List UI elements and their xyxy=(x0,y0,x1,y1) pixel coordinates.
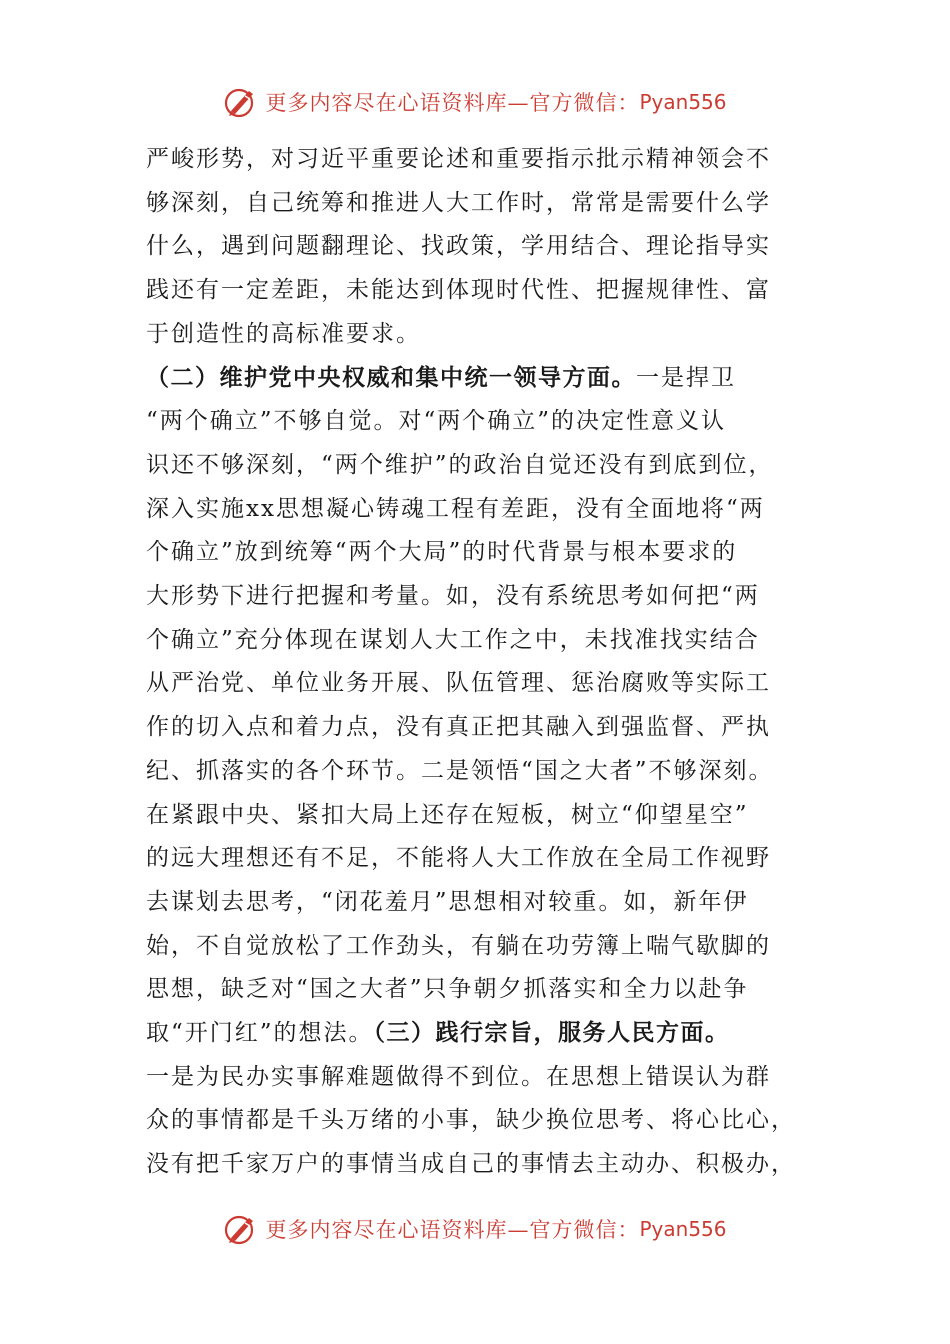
text-segment: 深入实施xx思想凝心铸魂工程有差距，没有全面地将“两 xyxy=(146,495,765,522)
text-line xyxy=(146,400,806,444)
text-line xyxy=(146,138,806,182)
banner-text: 更多内容尽在心语资料库—官方微信： xyxy=(265,1218,640,1242)
text-line xyxy=(146,706,806,750)
banner-text: 更多内容尽在心语资料库—官方微信： xyxy=(265,91,640,115)
text-line xyxy=(146,1012,806,1056)
text-line xyxy=(146,444,806,488)
text-line xyxy=(146,531,806,575)
text-segment: 个确立”放到统筹“两个大局”的时代背景与根本要求的 xyxy=(146,539,738,566)
footer-watermark-banner xyxy=(0,1209,950,1249)
document-body xyxy=(146,138,806,1187)
text-line xyxy=(146,225,806,269)
text-segment: 个确立”充分体现在谋划人大工作之中，未找准找实结合 xyxy=(146,626,760,653)
text-segment: 思想，缺乏对“国之大者”只争朝夕抓落实和全力以赴争 xyxy=(146,976,749,1003)
text-segment: 于创造性的高标准要求。 xyxy=(146,320,421,347)
pen-in-circle-icon xyxy=(223,1211,259,1247)
text-segment: 在紧跟中央、紧扣大局上还存在短板，树立“仰望星空” xyxy=(146,801,749,828)
text-line xyxy=(146,182,806,226)
text-line xyxy=(146,1099,806,1143)
text-line xyxy=(146,662,806,706)
text-segment: 践还有一定差距，未能达到体现时代性、把握规律性、富 xyxy=(146,277,771,304)
text-line xyxy=(146,575,806,619)
text-segment: 什么，遇到问题翻理论、找政策，学用结合、理论指导实 xyxy=(146,233,771,260)
text-segment: 的远大理想还有不足，不能将人大工作放在全局工作视野 xyxy=(146,845,771,872)
text-segment: 一是捍卫 xyxy=(636,364,736,391)
text-line xyxy=(146,794,806,838)
section-heading: （二）维护党中央权威和集中统一领导方面。 xyxy=(146,364,636,391)
text-line xyxy=(146,313,806,357)
text-segment: 始，不自觉放松了工作劲头，有躺在功劳簿上喘气歇脚的 xyxy=(146,932,771,959)
text-segment: 够深刻，自己统筹和推进人大工作时，常常是需要什么学 xyxy=(146,189,771,216)
text-segment: 大形势下进行把握和考量。如，没有系统思考如何把“两 xyxy=(146,583,760,610)
text-line xyxy=(146,881,806,925)
text-line xyxy=(146,968,806,1012)
text-line xyxy=(146,619,806,663)
text-line xyxy=(146,488,806,532)
text-line xyxy=(146,1056,806,1100)
text-segment: 取“开门红”的想法。 xyxy=(146,1020,374,1047)
text-segment: 从严治党、单位业务开展、队伍管理、惩治腐败等实际工 xyxy=(146,670,771,697)
pen-in-circle-icon xyxy=(223,84,259,120)
text-segment: 严峻形势，对习近平重要论述和重要指示批示精神领会不 xyxy=(146,146,771,172)
text-segment: “两个确立”不够自觉。对“两个确立”的决定性意义认 xyxy=(146,408,727,435)
section-heading: （三）践行宗旨，服务人民方面。 xyxy=(373,1020,730,1047)
text-line xyxy=(146,837,806,881)
text-line xyxy=(146,925,806,969)
text-segment: 没有把千家万户的事情当成自己的事情去主动办、积极办， xyxy=(146,1151,796,1178)
text-line xyxy=(146,1143,806,1187)
header-watermark-banner xyxy=(0,82,950,122)
banner-wechat-id: Pyan556 xyxy=(639,90,727,114)
text-line xyxy=(146,269,806,313)
text-segment: 一是为民办实事解难题做得不到位。在思想上错误认为群 xyxy=(146,1063,771,1090)
text-segment: 识还不够深刻，“两个维护”的政治自觉还没有到底到位， xyxy=(146,451,774,478)
text-line xyxy=(146,750,806,794)
text-segment: 去谋划去思考，“闭花羞月”思想相对较重。如，新年伊 xyxy=(146,888,749,915)
banner-wechat-id: Pyan556 xyxy=(639,1217,727,1241)
text-segment: 纪、抓落实的各个环节。二是领悟“国之大者”不够深刻。 xyxy=(146,757,774,784)
text-line xyxy=(146,357,806,401)
text-segment: 众的事情都是千头万绪的小事，缺少换位思考、将心比心， xyxy=(146,1107,796,1134)
text-segment: 作的切入点和着力点，没有真正把其融入到强监督、严执 xyxy=(146,714,771,741)
